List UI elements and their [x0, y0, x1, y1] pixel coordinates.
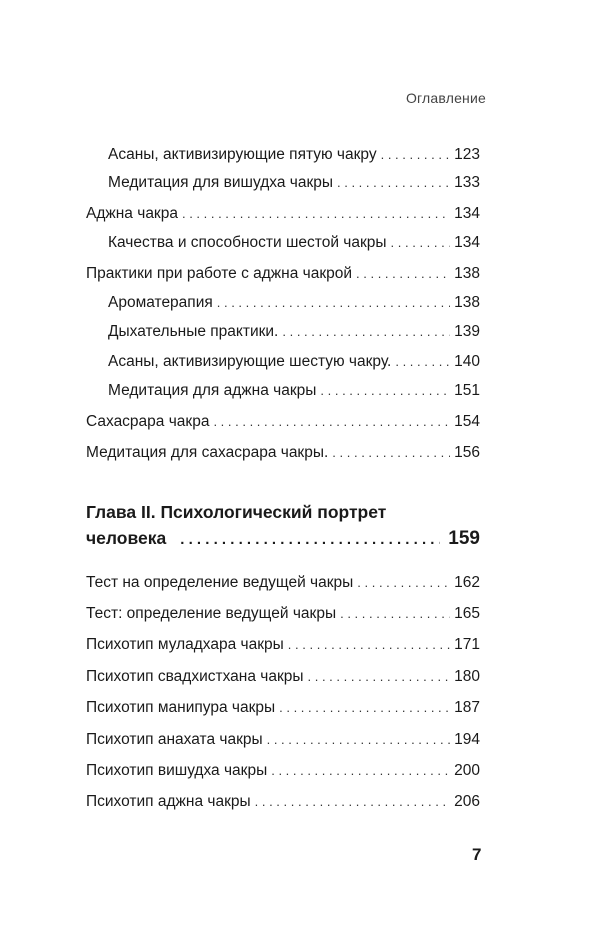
toc-entry-title: Психотип вишудха чакры	[86, 762, 268, 779]
toc-entry-title: Психотип анахата чакры	[86, 731, 263, 748]
toc-entry-title: Психотип свадхистхана чакры	[86, 668, 304, 685]
leader-dots	[271, 761, 450, 781]
toc-entry-title: Тест на определение ведущей чакры	[86, 574, 354, 591]
leader-dots	[213, 412, 450, 432]
toc-entry-title: Психотип манипура чакры	[86, 699, 276, 716]
leader-dots	[357, 573, 450, 593]
toc-entry-title: Качества и способности шестой чакры	[108, 234, 387, 251]
toc-entry-page: 165	[454, 605, 480, 622]
leader-dots	[267, 730, 451, 750]
toc-entry-page: 134	[454, 205, 480, 222]
toc-entry[interactable]	[108, 145, 480, 165]
toc-entry-title: Медитация для аджна чакры	[108, 382, 317, 399]
toc-entry-page: 140	[454, 353, 480, 370]
leader-dots	[288, 635, 450, 655]
leader-dots	[340, 604, 450, 624]
toc-entry-title: Дыхательные практики.	[108, 323, 279, 340]
toc-entry-title: Тест: определение ведущей чакры	[86, 605, 337, 622]
toc-entry[interactable]	[86, 635, 480, 655]
toc-entry[interactable]	[86, 443, 480, 463]
leader-dots	[337, 173, 450, 193]
toc-entry[interactable]	[108, 352, 480, 372]
toc-entry[interactable]	[86, 573, 480, 593]
toc-entry-page: 194	[454, 731, 480, 748]
toc-entry-page: 187	[454, 699, 480, 716]
toc-entry[interactable]	[86, 412, 480, 432]
toc-entry-title: Асаны, активизирующие шестую чакру.	[108, 353, 392, 370]
toc-entry-title: Практики при работе с аджна чакрой	[86, 265, 353, 282]
leader-dots	[182, 204, 450, 224]
leader-dots	[391, 233, 451, 253]
toc-entry-title: Ароматерапия	[108, 294, 213, 311]
toc-entry-title: Аджна чакра	[86, 205, 178, 222]
toc-entry-page: 171	[454, 636, 480, 653]
leader-dots	[308, 667, 451, 687]
toc-entry-title: Медитация для сахасрара чакры.	[86, 444, 329, 461]
toc-entry-page: 151	[454, 382, 480, 399]
leader-dots	[332, 443, 450, 463]
toc-entry-title: Медитация для вишудха чакры	[108, 174, 333, 191]
toc-entry[interactable]	[86, 761, 480, 781]
leader-dots	[381, 145, 451, 165]
toc-entry-page: 138	[454, 294, 480, 311]
toc-entry[interactable]	[108, 322, 480, 342]
toc-entry[interactable]	[108, 381, 480, 401]
toc-entry-page: 138	[454, 265, 480, 282]
chapter-heading[interactable]: Глава II. Психологический портрет	[86, 502, 387, 522]
toc-entry[interactable]	[86, 667, 480, 687]
toc-entry-page: 162	[454, 574, 480, 591]
toc-entry-page: 200	[454, 762, 480, 779]
toc-entry[interactable]	[86, 698, 480, 718]
toc-entry-title: Психотип муладхара чакры	[86, 636, 284, 653]
running-head: Оглавление	[405, 90, 486, 106]
toc-entry[interactable]	[108, 293, 480, 313]
leader-dots	[180, 531, 440, 548]
toc-entry-page: 154	[454, 413, 480, 430]
toc-entry[interactable]	[108, 233, 480, 253]
toc-entry[interactable]	[86, 604, 480, 624]
toc-entry-title: Психотип аджна чакры	[86, 793, 251, 810]
leader-dots	[282, 322, 450, 342]
toc-entry[interactable]	[86, 730, 480, 750]
toc-entry-page: 180	[454, 668, 480, 685]
toc-entry-page: 139	[454, 323, 480, 340]
leader-dots	[356, 264, 450, 284]
toc-entry-page: 123	[454, 146, 480, 163]
toc-entry[interactable]	[86, 792, 480, 812]
toc-entry-page: 134	[454, 234, 480, 251]
toc-entry-page: 206	[454, 793, 480, 810]
toc-entry[interactable]	[86, 264, 480, 284]
page-number: 7	[472, 845, 482, 864]
toc-entry[interactable]	[108, 173, 480, 193]
leader-dots	[279, 698, 450, 718]
leader-dots	[395, 352, 450, 372]
chapter-heading-continued[interactable]	[86, 528, 480, 550]
chapter-heading-text: человека	[86, 528, 167, 548]
toc-entry-title: Асаны, активизирующие пятую чакру	[108, 146, 377, 163]
chapter-page: 159	[448, 528, 480, 549]
toc-entry-page: 133	[454, 174, 480, 191]
leader-dots	[217, 293, 450, 313]
toc-entry-title: Сахасрара чакра	[86, 413, 210, 430]
toc-entry-page: 156	[454, 444, 480, 461]
leader-dots	[255, 792, 451, 812]
leader-dots	[320, 381, 450, 401]
toc-entry[interactable]	[86, 204, 480, 224]
